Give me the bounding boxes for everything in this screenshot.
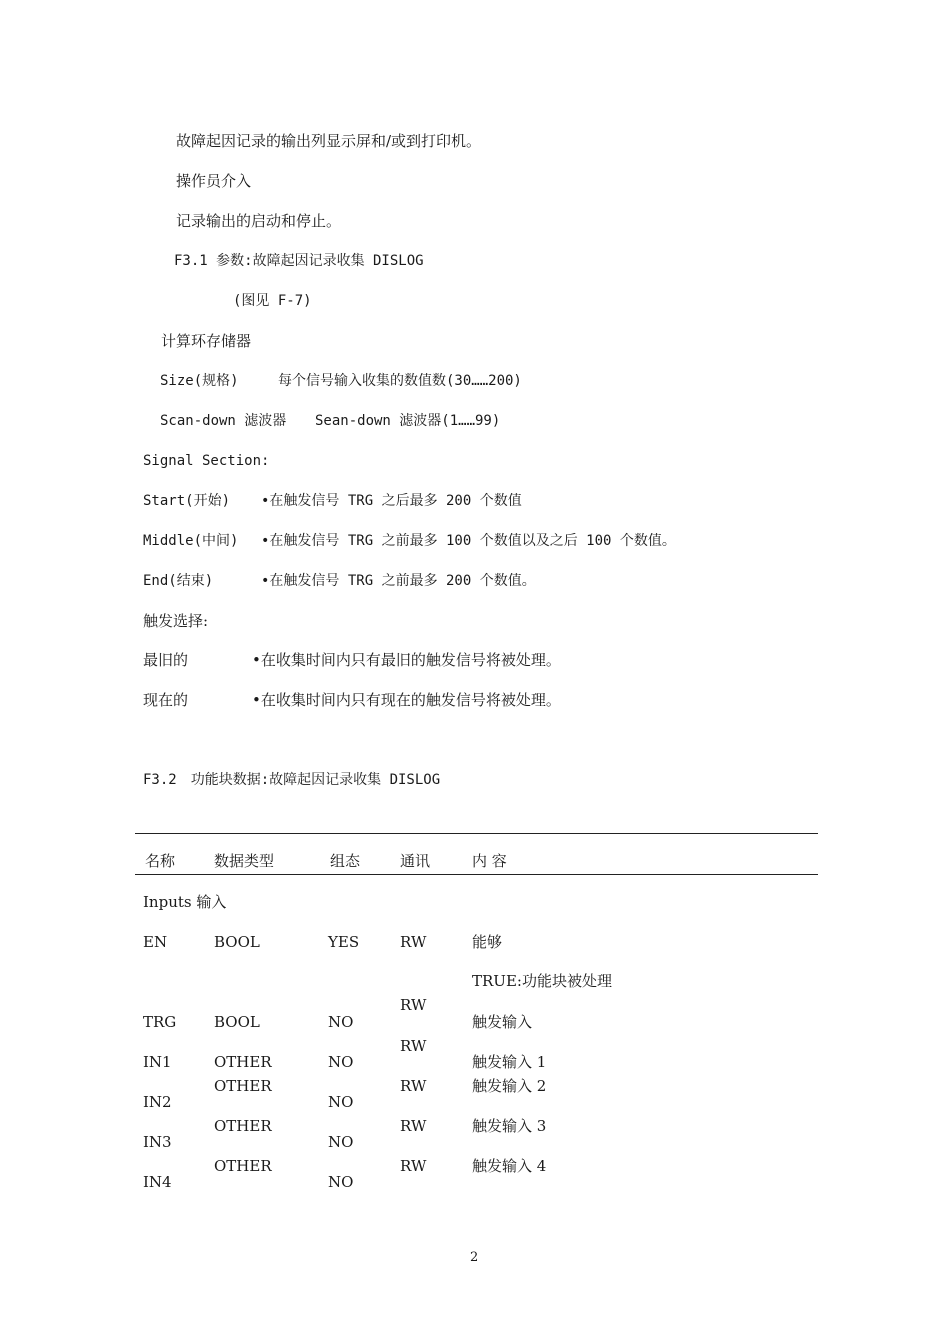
table-row-in2-name: IN2	[143, 1093, 172, 1111]
table-row-in2-config: NO	[328, 1093, 354, 1111]
table-row-en-name: EN	[143, 933, 168, 951]
table-row-trg-config: NO	[328, 1013, 354, 1031]
table-row-en-type: BOOL	[214, 933, 260, 951]
end-label: End(结束)	[143, 573, 214, 589]
header-content: 内 容	[472, 852, 507, 870]
table-header-rule	[135, 874, 818, 875]
intro-line-2: 操作员介入	[176, 172, 252, 190]
header-comm: 通讯	[400, 852, 431, 870]
table-row-trg-comm: RW	[400, 996, 427, 1014]
scan-down-label: Scan-down 滤波器	[160, 413, 287, 429]
table-row-en-content: 能够	[472, 933, 503, 951]
current-label: 现在的	[143, 691, 189, 709]
trigger-select-label: 触发选择:	[143, 612, 209, 630]
size-description: 每个信号输入收集的数值数(30……200)	[278, 373, 522, 389]
table-row-in4-name: IN4	[143, 1173, 172, 1191]
oldest-description: •在收集时间内只有最旧的触发信号将被处理。	[252, 651, 561, 669]
ring-buffer-label: 计算环存储器	[161, 332, 252, 350]
table-row-in2-content: 触发输入 2	[472, 1077, 547, 1095]
table-row-trg-type: BOOL	[214, 1013, 260, 1031]
table-row-en-comm: RW	[400, 933, 427, 951]
table-row-in1-config: NO	[328, 1053, 354, 1071]
table-row-in3-type: OTHER	[214, 1117, 272, 1135]
end-description: •在触发信号 TRG 之前最多 200 个数值。	[261, 573, 536, 589]
start-label: Start(开始)	[143, 493, 231, 509]
table-row-in3-content: 触发输入 3	[472, 1117, 547, 1135]
intro-line-1: 故障起因记录的输出列显示屏和/或到打印机。	[176, 132, 482, 150]
section-f31-heading: F3.1 参数:故障起因记录收集 DISLOG	[174, 253, 424, 269]
table-row-in1-name: IN1	[143, 1053, 172, 1071]
table-row-en-content-note: TRUE:功能块被处理	[472, 972, 612, 990]
start-description: •在触发信号 TRG 之后最多 200 个数值	[261, 493, 522, 509]
page-number: 2	[470, 1250, 479, 1265]
table-row-in1-content: 触发输入 1	[472, 1053, 547, 1071]
table-row-in4-comm: RW	[400, 1157, 427, 1175]
oldest-label: 最旧的	[143, 651, 189, 669]
table-row-in2-type: OTHER	[214, 1077, 272, 1095]
table-row-in1-comm: RW	[400, 1037, 427, 1055]
table-row-in1-type: OTHER	[214, 1053, 272, 1071]
table-row-trg-content: 触发输入	[472, 1013, 533, 1031]
inputs-label: Inputs 输入	[143, 893, 227, 911]
table-row-in3-comm: RW	[400, 1117, 427, 1135]
table-row-in2-comm: RW	[400, 1077, 427, 1095]
size-label: Size(规格)	[160, 373, 239, 389]
figure-reference: (图见 F-7)	[233, 293, 312, 309]
section-f32-heading: F3.2 功能块数据:故障起因记录收集 DISLOG	[143, 772, 441, 788]
current-description: •在收集时间内只有现在的触发信号将被处理。	[252, 691, 561, 709]
middle-label: Middle(中间)	[143, 533, 239, 549]
table-row-in3-config: NO	[328, 1133, 354, 1151]
intro-line-3: 记录输出的启动和停止。	[176, 212, 342, 230]
table-row-in4-type: OTHER	[214, 1157, 272, 1175]
header-data-type: 数据类型	[214, 852, 275, 870]
table-row-en-config: YES	[328, 933, 360, 951]
signal-section-label: Signal Section:	[143, 453, 270, 469]
table-row-in4-config: NO	[328, 1173, 354, 1191]
header-config: 组态	[330, 852, 361, 870]
middle-description: •在触发信号 TRG 之前最多 100 个数值以及之后 100 个数值。	[261, 533, 676, 549]
scan-down-description: Sean-down 滤波器(1……99)	[315, 413, 501, 429]
table-row-in3-name: IN3	[143, 1133, 172, 1151]
table-row-trg-name: TRG	[143, 1013, 177, 1031]
header-name: 名称	[145, 852, 176, 870]
table-row-in4-content: 触发输入 4	[472, 1157, 547, 1175]
table-top-rule	[135, 833, 818, 834]
